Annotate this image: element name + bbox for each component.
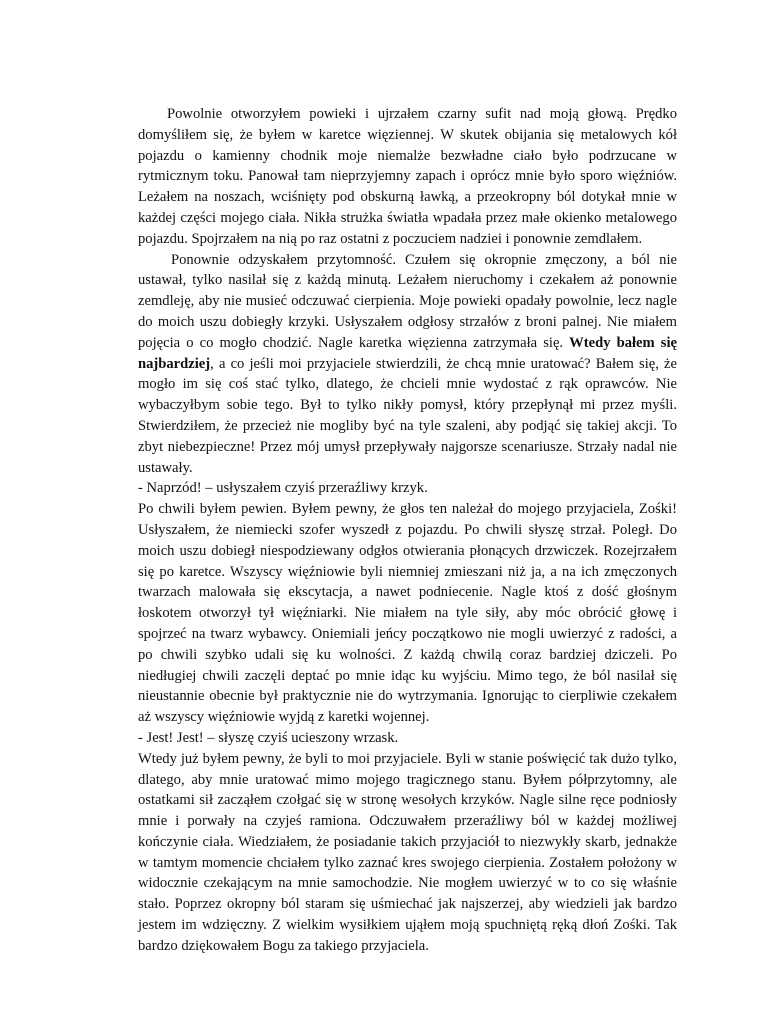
- paragraph-2: [138, 250, 677, 479]
- story-text: [138, 104, 677, 957]
- paragraph-3: Po chwili byłem pewien. Byłem pewny, że głos ten należał do mojego przyjaciela, Zośki! Usłyszałem, że niemiecki szofer wyszedł z pojazdu. Po chwili słyszę strzał. Poległ. Do moich uszu dobiegł niespodziewany odgłos otwierania płonących drzwiczek. Rozejrzałem się po karetce. Wszyscy więźniowie byli niemniej zmieszani niż ja, a na ich zmęczonych twarzach malowała się ekscytacja, a nawet podniecenie. Nagle ktoś z dość głośnym łoskotem otworzył tył więźniarki. Nie miałem na tyle siły, aby móc obrócić głowę i spojrzeć na twarz wybawcy. Oniemiali jeńcy początkowo nie mogli uwierzyć z radości, a po chwili szybko udali się ku wolności. Z każdą chwilą coraz bardziej dziczeli. Po niedługiej chwili zaczęli deptać po mnie idąc ku wyjściu. Mimo tego, że ból nasilał się nieustannie obecnie był praktycznie nie do wytrzymania. Ignorując to cierpliwie czekałem aż wszyscy więźniowie wyjdą z karetki wojennej.: [138, 501, 677, 726]
- dialogue-line-2: - Jest! Jest! – słyszę czyiś ucieszony wrzask.: [138, 729, 399, 746]
- paragraph-2-before: Ponownie odzyskałem przytomność. Czułem się okropnie zmęczony, a ból nie ustawał, tylko nasilał się z każdą minutą. Leżałem nieruchomy i czekałem aż ponownie zemdleję, aby nie musieć odczuwać cierpienia. Moje powieki opadały powolnie, lecz nagle do moich uszu dobiegły krzyki. Usłyszałem odgłosy strzałów z broni palnej. Nie miałem pojęcia o co mogło chodzić. Nagle karetka więzienna zatrzymała się.: [138, 251, 677, 351]
- paragraph-2-after: , a co jeśli moi przyjaciele stwierdzili, że chcą mnie uratować? Bałem się, że mogło im się coś stać tylko, dlatego, że chcieli mnie wydostać z rąk oprawców. Nie wybaczyłbym sobie tego. Był to tylko nikły pomysł, który przepłynął mi przez myśli. Stwierdziłem, że przecież nie mogliby być na tyle szaleni, aby podjąć się takiej akcji. To zbyt niebezpieczne! Przez mój umysł przepływały najgorsze scenariusze. Strzały nadal nie ustawały.: [138, 355, 677, 476]
- paragraph-1: Powolnie otworzyłem powieki i ujrzałem czarny sufit nad moją głową. Prędko domyśliłem się, że byłem w karetce więziennej. W skutek obijania się metalowych kół pojazdu o kamienny chodnik moje niemalże bezwładne ciało było podrzucane w rytmicznym toku. Panował tam nieprzyjemny zapach i oprócz mnie było sporo więźniów. Leżałem na noszach, wciśnięty pod obskurną ławką, a przeokropny ból dotykał mnie w każdej części mojego ciała. Nikła strużka światła wpadała przez małe okienko metalowego pojazdu. Spojrzałem na nią po raz ostatni z poczuciem nadziei i ponownie zemdlałem.: [138, 106, 677, 247]
- dialogue-line-1: - Naprzód! – usłyszałem czyiś przeraźliwy krzyk.: [138, 480, 428, 497]
- paragraph-2-bold: Wtedy bałem się najbardziej: [138, 334, 677, 372]
- paragraph-4: Wtedy już byłem pewny, że byli to moi przyjaciele. Byli w stanie poświęcić tak dużo tylko, dlatego, aby mnie uratować mimo mojego tragicznego stanu. Byłem półprzytomny, ale ostatkami sił zacząłem czołgać się w stronę wesołych krzyków. Nagle silne ręce podniosły mnie i porwały na czyjeś ramiona. Odczuwałem przeraźliwy ból w każdej możliwej kończynie ciała. Wiedziałem, że posiadanie takich przyjaciół to niezwykły skarb, jednakże w tamtym momencie chciałem tylko zaznać kres swojego cierpienia. Zostałem położony w widocznie czekającym na mnie samochodzie. Nie mogłem uwierzyć w to co się właśnie stało. Poprzez okropny ból staram się uśmiechać jak najszerzej, aby wiedzieli jak bardzo jestem im wdzięczny. Z wielkim wysiłkiem ująłem moją spuchniętą ręką dłoń Zośki. Tak bardzo dziękowałem Bogu za takiego przyjaciela.: [138, 750, 677, 954]
